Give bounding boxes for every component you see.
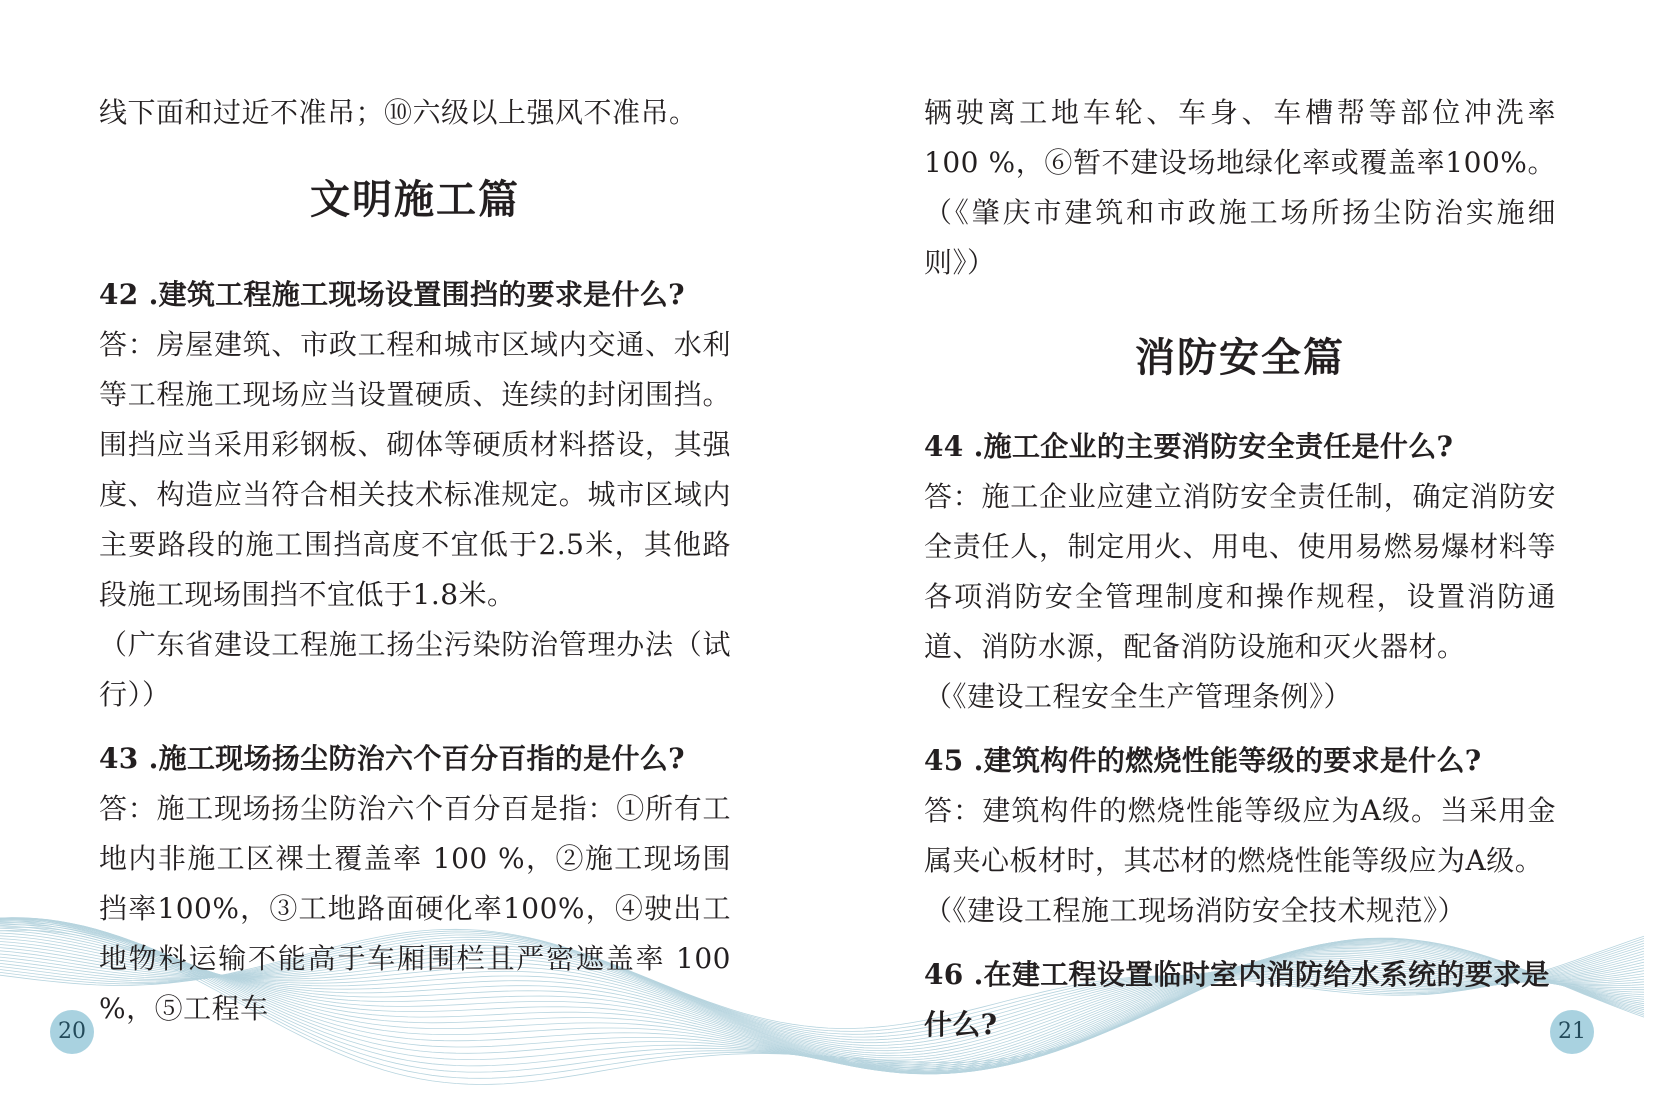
left-page <box>99 88 731 1034</box>
qa-item-44 <box>924 422 1556 722</box>
question-heading: 43 .施工现场扬尘防治六个百分百指的是什么? <box>99 742 685 775</box>
question-heading: 46 .在建工程设置临时室内消防给水系统的要求是什么? <box>924 958 1550 1041</box>
answer-text: 答：施工企业应建立消防安全责任制，确定消防安全责任人，制定用火、用电、使用易燃易爆材料等各项消防安全管理制度和操作规程，设置消防通道、消防水源，配备消防设施和灭火器材。 <box>924 480 1556 663</box>
qa-item-45 <box>924 736 1556 936</box>
section-title: 文明施工篇 <box>310 176 520 223</box>
answer-text: 答：房屋建筑、市政工程和城市区域内交通、水利等工程施工现场应当设置硬质、连续的封闭围挡。围挡应当采用彩钢板、砌体等硬质材料搭设，其强度、构造应当符合相关技术标准规定。城市区域内主要路段的施工围挡高度不宜低于2.5米，其他路段施工现场围挡不宜低于1.8米。 <box>99 328 731 611</box>
answer-text: 答：建筑构件的燃烧性能等级应为A级。当采用金属夹心板材时，其芯材的燃烧性能等级应为A级。 <box>924 794 1556 877</box>
continuation-text: 辆驶离工地车轮、车身、车槽帮等部位冲洗率 100 %，⑥暂不建设场地绿化率或覆盖率100%。（《肇庆市建筑和市政施工场所扬尘防治实施细则》） <box>924 96 1556 279</box>
source-citation: （《建设工程施工现场消防安全技术规范》） <box>924 894 1467 927</box>
source-citation: （《建设工程安全生产管理条例》） <box>924 680 1353 713</box>
qa-item-43 <box>99 734 731 1034</box>
right-page <box>924 88 1556 1050</box>
question-heading: 42 .建筑工程施工现场设置围挡的要求是什么? <box>99 278 685 311</box>
source-citation: （广东省建设工程施工扬尘污染防治管理办法（试行）） <box>99 628 731 711</box>
page-number-left: 20 <box>50 1010 94 1054</box>
page-number-right: 21 <box>1550 1010 1594 1054</box>
question-heading: 44 .施工企业的主要消防安全责任是什么? <box>924 430 1454 463</box>
qa-item-46 <box>924 950 1556 1050</box>
section-title: 消防安全篇 <box>1135 334 1345 381</box>
continuation-text: 线下面和过近不准吊；⑩六级以上强风不准吊。 <box>99 96 698 129</box>
qa-item-42 <box>99 270 731 720</box>
question-heading: 45 .建筑构件的燃烧性能等级的要求是什么? <box>924 744 1482 777</box>
answer-text: 答：施工现场扬尘防治六个百分百是指：①所有工地内非施工区裸土覆盖率 100 %，②施工现场围挡率100%，③工地路面硬化率100%，④驶出工地物料运输不能高于车厢围栏且严密遮盖率 100 %，⑤工程车 <box>99 792 731 1025</box>
